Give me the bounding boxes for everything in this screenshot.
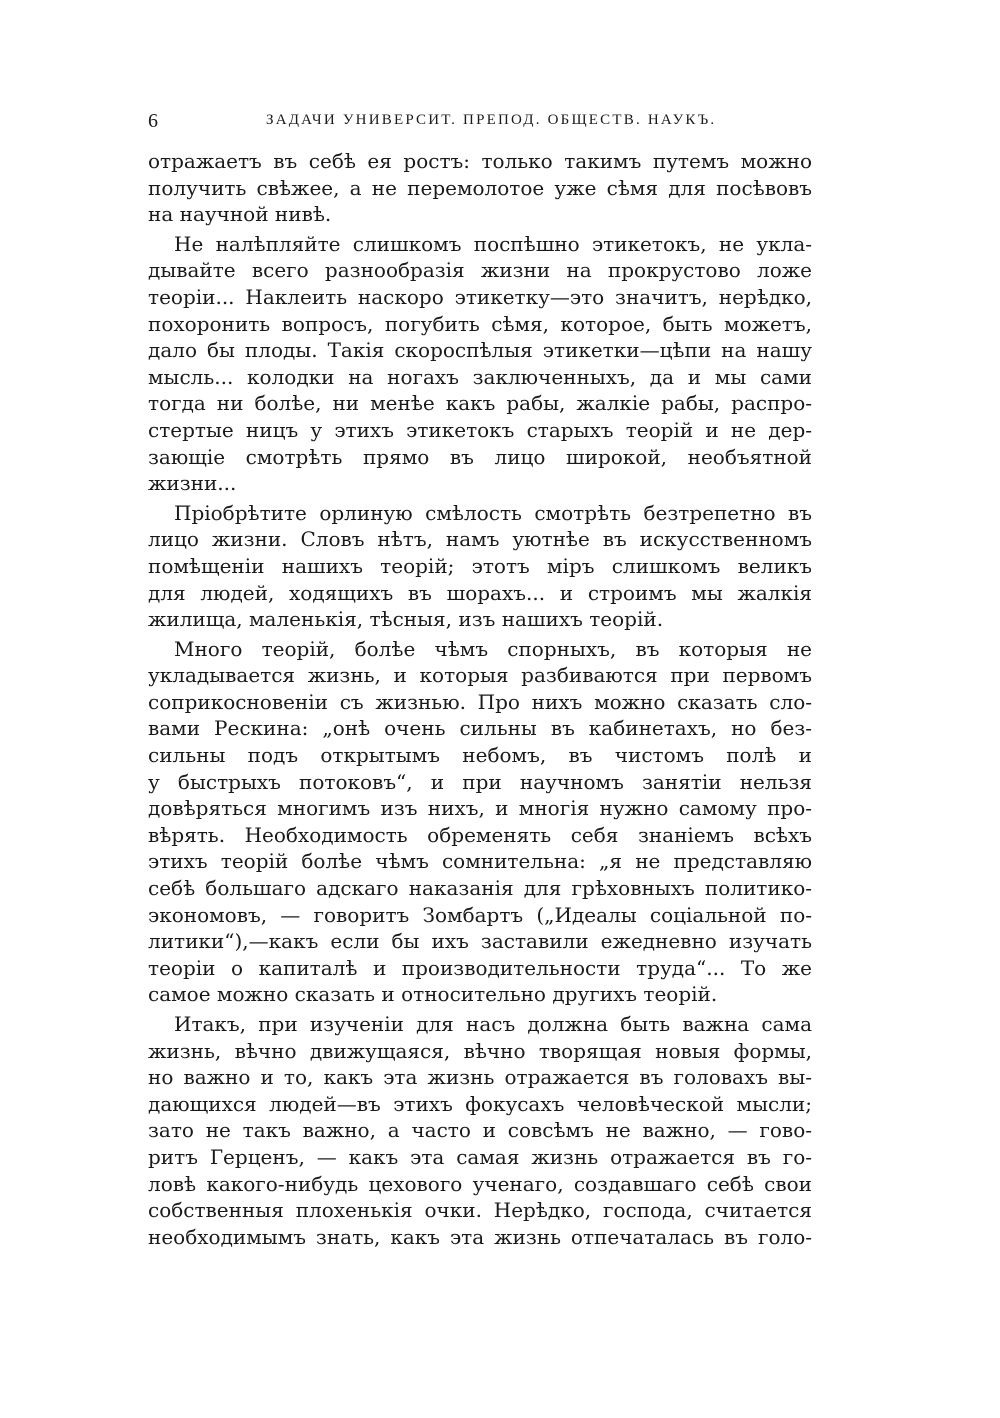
text-line: Итакъ, при изученіи для насъ должна быть важна сама: [174, 1012, 812, 1036]
text-line: лицо жизни. Словъ нѣтъ, намъ уютнѣе въ искусственномъ: [148, 527, 812, 552]
text-line: жизни...: [148, 471, 237, 496]
text-line: литики“),—какъ если бы ихъ заставили ежедневно изучать: [148, 929, 812, 954]
text-line: жилища, маленькія, тѣсныя, изъ нашихъ теорій.: [148, 607, 664, 632]
text-line: помѣщеніи нашихъ теорій; этотъ міръ слишкомъ великъ: [148, 553, 812, 578]
text-line: похоронить вопросъ, погубить сѣмя, которое, быть можетъ,: [148, 311, 812, 336]
text-line: зато не такъ важно, а часто и совсѣмъ не важно, — гово-: [148, 1118, 812, 1143]
text-line: получить свѣжее, а не перемолотое уже сѣмя для посѣвовъ: [148, 175, 812, 200]
text-line: этихъ теорій болѣе чѣмъ сомнительна: „я не представляю: [148, 849, 812, 874]
text-line: у быстрыхъ потоковъ“, и при научномъ занятіи нельзя: [148, 769, 812, 794]
text-line: довѣряться многимъ изъ нихъ, и многія нужно самому про-: [148, 796, 812, 821]
page-header: [148, 110, 812, 134]
paragraph-4: [148, 636, 812, 1008]
text-line: теоріи... Наклеить наскоро этикетку—это значитъ, нерѣдко,: [148, 284, 812, 309]
text-line: вѣрять. Необходимость обременять себя знаніемъ всѣхъ: [148, 822, 812, 847]
page-body: [148, 148, 812, 1253]
text-line: отражаетъ въ себѣ ея ростъ: только такимъ путемъ можно: [148, 149, 812, 173]
text-line: укладывается жизнь, и которыя разбиваются при первомъ: [148, 663, 812, 688]
text-line: Много теорій, болѣе чѣмъ спорныхъ, въ которыя не: [174, 636, 812, 661]
text-line: сильны подъ открытымъ небомъ, въ чистомъ полѣ и: [148, 743, 812, 768]
text-line: зающіе смотрѣть прямо въ лицо широкой, необъятной: [148, 444, 812, 469]
text-line: Не налѣпляйте слишкомъ поспѣшно этикетокъ, не укла-: [174, 231, 812, 256]
text-line: для людей, ходящихъ въ шорахъ... и строимъ мы жалкія: [148, 580, 812, 605]
text-line: на научной нивѣ.: [148, 202, 332, 227]
paragraph-5: [148, 1011, 812, 1250]
text-line: собственныя плохенькія очки. Нерѣдко, господа, считается: [148, 1198, 812, 1223]
paragraph-2: [148, 231, 812, 497]
text-line: себѣ большаго адскаго наказанія для грѣховныхъ политико-: [148, 876, 812, 901]
text-line: дывайте всего разнообразія жизни на прокрустово ложе: [148, 258, 812, 283]
text-line: экономовъ, — говоритъ Зомбартъ („Идеалы соціальной по-: [148, 902, 812, 927]
text-line: ритъ Герценъ, — какъ эта самая жизнь отражается въ го-: [148, 1144, 812, 1169]
text-line: дающихся людей—въ этихъ фокусахъ человѣческой мысли;: [148, 1091, 812, 1116]
text-line: вами Рескина: „онѣ очень сильны въ кабинетахъ, но без-: [148, 716, 812, 741]
paragraph-3: [148, 500, 812, 633]
text-line: тогда ни болѣе, ни менѣе какъ рабы, жалкіе рабы, распро-: [148, 391, 812, 416]
text-line: но важно и то, какъ эта жизнь отражается въ головахъ вы-: [148, 1065, 812, 1090]
text-line: жизнь, вѣчно движущаяся, вѣчно творящая новыя формы,: [148, 1038, 812, 1063]
running-head: ЗАДАЧИ УНИВЕРСИТ. ПРЕПОД. ОБЩЕСТВ. НАУКЪ.: [266, 112, 717, 128]
text-line: ловѣ какого-нибудь цехового ученаго, создавшаго себѣ свои: [148, 1171, 812, 1196]
text-line: Пріобрѣтите орлиную смѣлость смотрѣть безтрепетно въ: [174, 500, 812, 525]
text-line: стертые ницъ у этихъ этикетокъ старыхъ теорій и не дер-: [148, 417, 812, 442]
text-line: дало бы плоды. Такія скороспѣлыя этикетки—цѣпи на нашу: [148, 338, 812, 363]
text-line: мысль... колодки на ногахъ заключенныхъ, да и мы сами: [148, 364, 812, 389]
page-number: 6: [148, 110, 159, 132]
text-line: самое можно сказать и относительно другихъ теорій.: [148, 982, 718, 1007]
text-line: необходимымъ знать, какъ эта жизнь отпечаталась въ голо-: [148, 1224, 812, 1249]
text-line: теоріи о капиталѣ и производительности труда“... То же: [148, 955, 812, 980]
text-line: соприкосновеніи съ жизнью. Про нихъ можно сказать сло-: [148, 689, 812, 714]
paragraph-1: [148, 148, 812, 228]
